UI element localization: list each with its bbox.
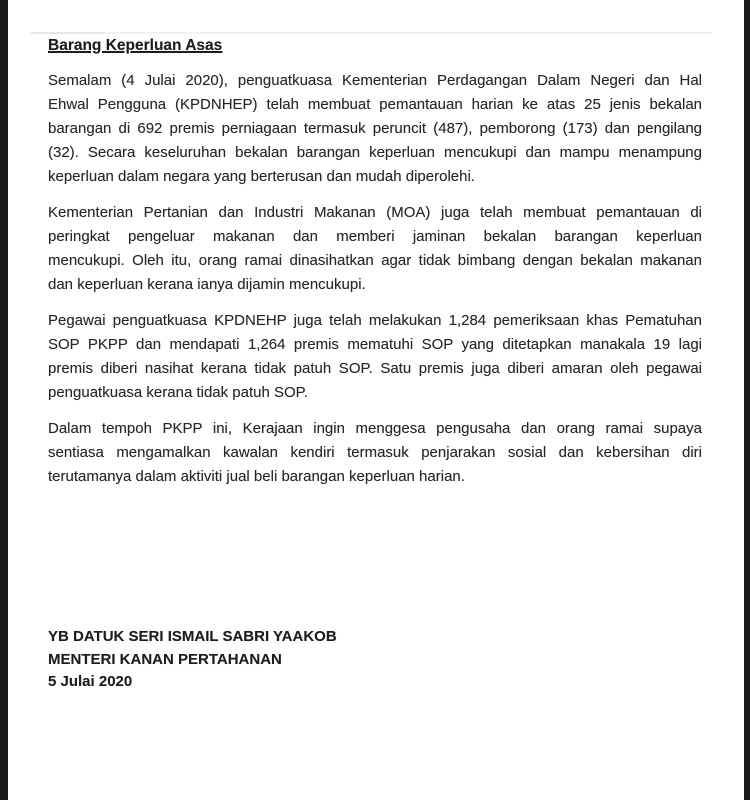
signatory-title: MENTERI KANAN PERTAHANAN [48,650,282,668]
signatory-name: YB DATUK SERI ISMAIL SABRI YAAKOB [48,628,337,645]
text-line: (32). Secara keseluruhan bekalan barangan keperluan mencukupi dan mampu menampung [48,144,702,161]
text-line: Pegawai penguatkuasa KPDNEHP juga telah melakukan 1,284 pemeriksaan khas Pematuhan [48,312,702,329]
text-line: sentiasa mengamalkan kawalan kendiri termasuk penjarakan sosial dan kebersihan diri [48,444,702,461]
document-heading: Barang Keperluan Asas [48,37,223,54]
text-line: penguatkuasa kerana tidak patuh SOP. [48,384,308,401]
text-line: terutamanya dalam aktiviti jual beli barangan keperluan harian. [48,468,465,485]
text-line: barangan di 692 premis perniagaan termasuk peruncit (487), pemborong (173) dan pengilang [48,120,702,137]
paragraph-1 [48,69,702,189]
scan-artifact-line [30,32,712,34]
signature-date: 5 Julai 2020 [48,673,133,690]
right-edge-bar [744,0,750,800]
text-line: Dalam tempoh PKPP ini, Kerajaan ingin menggesa pengusaha dan orang ramai supaya [48,420,702,437]
text-line: SOP PKPP dan mendapati 1,264 premis mematuhi SOP yang ditetapkan manakala 19 lagi [48,336,702,353]
text-line: Semalam (4 Julai 2020), penguatkuasa Kementerian Perdagangan Dalam Negeri dan Hal [48,72,702,89]
paragraph-4 [48,417,702,489]
signature-block [48,626,702,694]
text-line: mencukupi. Oleh itu, orang ramai dinasihatkan agar tidak bimbang dengan bekalan makanan [48,252,702,269]
paragraph-3 [48,309,702,405]
paragraph-2 [48,201,702,297]
document-body [48,36,702,501]
text-line: dan keperluan kerana ianya dijamin mencukupi. [48,276,366,293]
text-line: keperluan dalam negara yang berterusan dan mudah diperolehi. [48,168,475,185]
text-line: peringkat pengeluar makanan dan memberi jaminan bekalan barangan keperluan [48,228,702,245]
text-line: Ehwal Pengguna (KPDNHEP) telah membuat pemantauan harian ke atas 25 jenis bekalan [48,96,702,113]
scan-artifact-line-dark-segment [32,32,104,34]
text-line: Kementerian Pertanian dan Industri Makanan (MOA) juga telah membuat pemantauan di [48,204,702,221]
left-edge-bar [0,0,8,800]
text-line: premis diberi nasihat kerana tidak patuh SOP. Satu premis juga diberi amaran oleh pegawai [48,360,702,377]
